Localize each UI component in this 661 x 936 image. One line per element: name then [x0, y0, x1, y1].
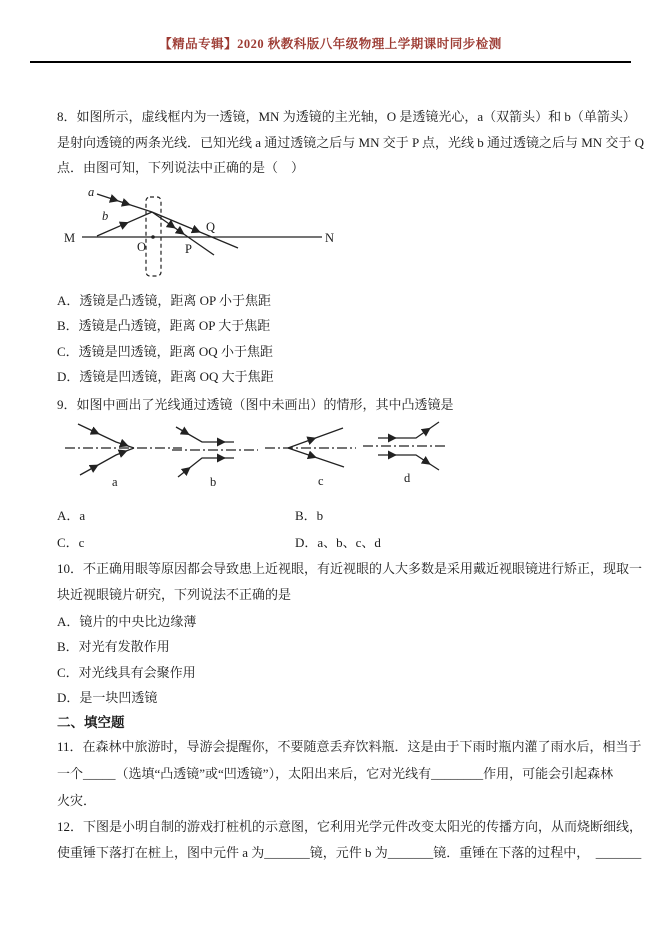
diagram-a: [65, 424, 182, 489]
ray: [80, 448, 134, 475]
question-9-options: [57, 503, 477, 556]
question-line: 使重锤下落打在桩上，图中元件 a 为_______镜，元件 b 为_______镜．重锤在下落的过程中， _______: [57, 845, 642, 860]
question-line: 块近视眼镜片研究，下列说法不正确的是: [57, 586, 292, 602]
option-row: C．c: [57, 534, 85, 550]
label-ray-a: a: [88, 186, 95, 199]
question-line: 点．由图可知，下列说法中正确的是（ ）: [57, 160, 305, 175]
question-11-text: [57, 733, 642, 814]
question-line: 10．不正确用眼等原因都会导致患上近视眼，有近视眼的人大多数是采用戴近视眼镜进行矫正，现取一: [57, 561, 643, 576]
question-12-text: [57, 814, 642, 866]
diagram-label-d: d: [404, 471, 411, 485]
label-axis-m: M: [64, 231, 76, 245]
header-title: 【精品专辑】2020 秋教科版八年级物理上学期课时同步检测: [159, 37, 502, 51]
question-10-text: [57, 556, 642, 607]
arrowhead: [425, 461, 431, 465]
question-line: 11．在森林中旅游时，导游会提醒你，不要随意丢弃饮料瓶．这是由于下雨时瓶内灌了雨水后，相当于: [57, 739, 642, 754]
arrowhead: [310, 438, 316, 440]
arrowhead: [194, 230, 200, 233]
question-line: 8．如图所示，虚线框内为一透镜，MN 为透镜的主光轴，O 是透镜光心，a（双箭头）和 b（单箭头）: [57, 109, 636, 124]
arrowhead: [93, 431, 99, 434]
question-line: 9．如图中画出了光线通过透镜（图中未画出）的情形，其中凸透镜是: [57, 397, 454, 412]
option-row: A．a: [57, 508, 86, 523]
optical-center-dot: [151, 235, 155, 239]
option-row: A．透镜是凸透镜，距离 OP 小于焦距: [57, 293, 272, 308]
ray: [378, 422, 439, 438]
diagram-b: [172, 427, 258, 489]
label-axis-n: N: [325, 231, 335, 245]
option-row: D．透镜是凹透镜，距离 OQ 大于焦距: [57, 369, 274, 385]
option-row: C．对光线具有会聚作用: [57, 664, 196, 680]
header-divider: [30, 61, 631, 63]
lens-ray-diagram: [55, 186, 345, 296]
diagram-label-a: a: [112, 475, 118, 489]
diagram-d: [363, 422, 448, 485]
label-ray-b: b: [102, 209, 109, 223]
question-line: 12．下图是小明自制的游戏打桩机的示意图，它利用光学元件改变太阳光的传播方向，从而烧断细线，: [57, 819, 643, 834]
diagram-label-c: c: [318, 474, 324, 488]
ray: [178, 458, 234, 477]
option-row: C．透镜是凹透镜，距离 OQ 小于焦距: [57, 343, 273, 359]
option-row: D．是一块凹透镜: [57, 690, 158, 706]
label-point-p: P: [185, 242, 192, 256]
label-optical-center: O: [137, 240, 147, 254]
question-line: 火灾．: [57, 793, 97, 808]
question-line: 一个_____（选填“凸透镜”或“凹透镜”），太阳出来后，它对光线有________作用，可能会引起森林: [57, 766, 614, 781]
option-row: B．透镜是凸透镜，距离 OP 大于焦距: [57, 318, 271, 334]
question-10-options: [57, 609, 196, 711]
fill-in-section-title: 二、填空题: [57, 715, 125, 730]
arrowhead: [121, 451, 127, 453]
arrowhead: [185, 468, 190, 472]
diagram-c: [265, 428, 356, 488]
question-line: 是射向透镜的两条光线．已知光线 a 通过透镜之后与 MN 交于 P 点，光线 b 通过透镜之后与 MN 交于 Q: [57, 134, 645, 150]
arrowhead: [169, 224, 175, 228]
arrowhead: [425, 428, 431, 432]
four-lens-ray-diagrams: [60, 414, 620, 492]
arrowhead: [178, 230, 184, 234]
question-8-text: [57, 104, 645, 181]
option-row: B．对光有发散作用: [57, 639, 170, 655]
option-row: D．a、b、c、d: [295, 534, 381, 550]
label-point-q: Q: [206, 220, 216, 234]
diagram-label-b: b: [210, 475, 217, 489]
ray: [378, 455, 439, 470]
option-row: A．镜片的中央比边缘薄: [57, 614, 197, 629]
option-row: B．b: [295, 508, 324, 523]
ray: [176, 427, 234, 442]
question-8-options: [57, 288, 274, 390]
arrowhead: [92, 465, 98, 468]
arrowhead: [184, 432, 189, 435]
arrowhead: [122, 223, 128, 226]
